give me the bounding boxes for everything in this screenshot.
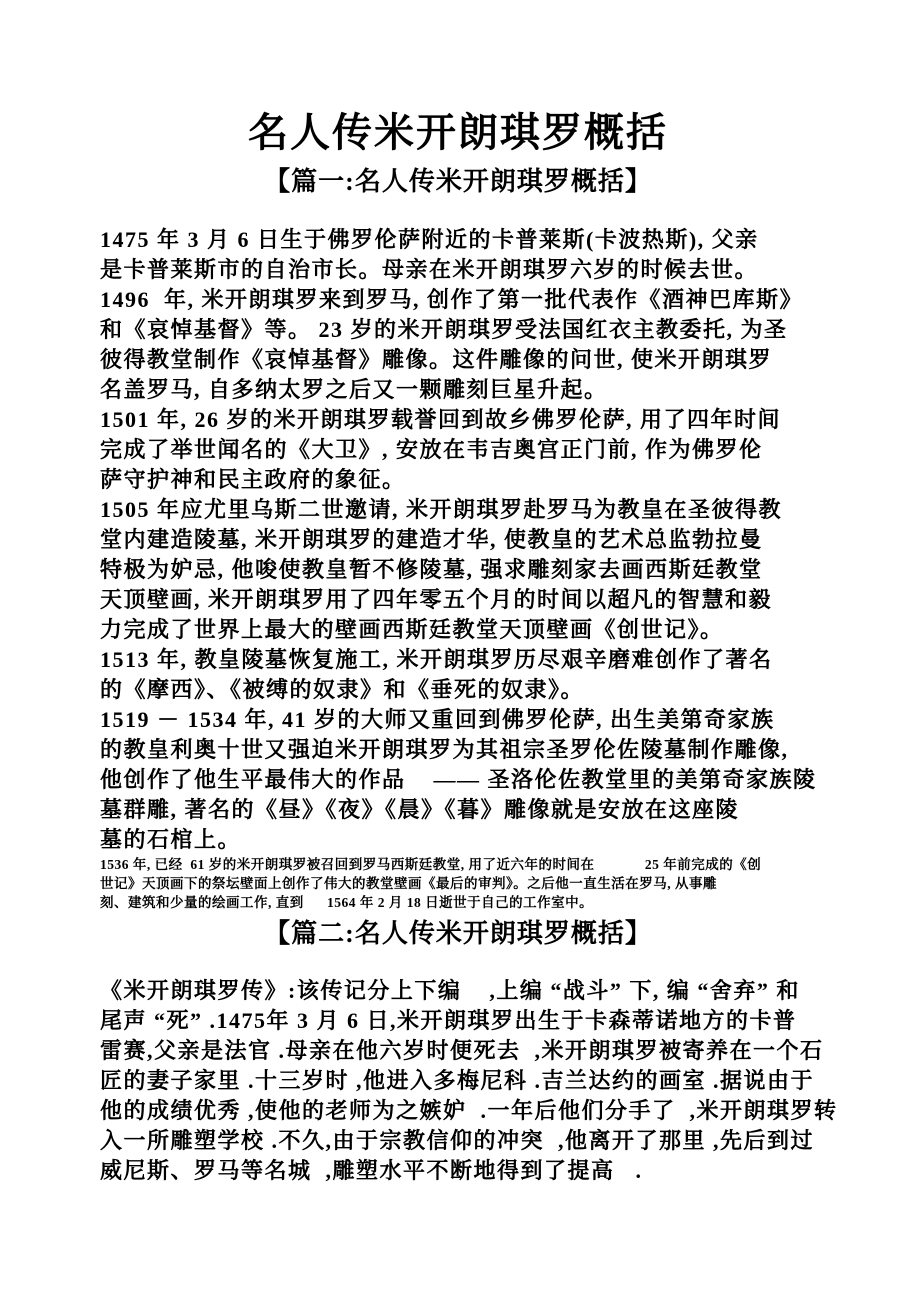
text-line: 天顶壁画, 米开朗琪罗用了四年零五个月的时间以超凡的智慧和毅 — [100, 587, 773, 612]
section2-body — [100, 976, 838, 1186]
text-line: 尾声 “死” .1475年 3 月 6 日,米开朗琪罗出生于卡森蒂诺地方的卡普 — [100, 1008, 797, 1033]
text-line: 1501 年, 26 岁的米开朗琪罗载誉回到故乡佛罗伦萨, 用了四年时间 — [100, 407, 782, 432]
text-line: 完成了举世闻名的《大卫》, 安放在韦吉奥宫正门前, 作为佛罗伦 — [100, 437, 763, 462]
section1-body — [100, 225, 816, 855]
text-line: 他的成绩优秀 ,使他的老师为之嫉妒 .一年后他们分手了 ,米开朗琪罗转 — [100, 1098, 838, 1123]
note-line: 1536 年, 已经 61 岁的米开朗琪罗被召回到罗马西斯廷教堂, 用了近六年的时间在 25 年前完成的《创 — [100, 857, 762, 872]
text-line: 1513 年, 教皇陵墓恢复施工, 米开朗琪罗历尽艰辛磨难创作了著名 — [100, 647, 773, 672]
note-line: 刻、建筑和少量的绘画工作, 直到 1564 年 2 月 18 日逝世于自己的工作室中。 — [100, 895, 594, 910]
text-line: 威尼斯、罗马等名城 ,雕塑水平不断地得到了提高 . — [100, 1158, 643, 1183]
text-line: 名盖罗马, 自多纳太罗之后又一颗雕刻巨星升起。 — [100, 377, 608, 402]
text-line: 墓群雕, 著名的《昼》《夜》《晨》《暮》雕像就是安放在这座陵 — [100, 797, 740, 822]
text-line: 1519 － 1534 年, 41 岁的大师又重回到佛罗伦萨, 出生美第奇家族 — [100, 707, 775, 732]
text-line: 《米开朗琪罗传》:该传记分上下编 ,上编 “战斗” 下, 编 “舍弃” 和 — [100, 978, 800, 1003]
text-line: 入一所雕塑学校 .不久,由于宗教信仰的冲突 ,他离开了那里 ,先后到过 — [100, 1128, 815, 1153]
text-line: 1505 年应尤里乌斯二世邀请, 米开朗琪罗赴罗马为教皇在圣彼得教 — [100, 497, 783, 522]
text-line: 堂内建造陵墓, 米开朗琪罗的建造才华, 使教皇的艺术总监勃拉曼 — [100, 527, 763, 552]
text-line: 他创作了他生平最伟大的作品 —— 圣洛伦佐教堂里的美第奇家族陵 — [100, 767, 817, 792]
text-line: 的教皇利奥十世又强迫米开朗琪罗为其祖宗圣罗伦佐陵墓制作雕像, — [100, 737, 789, 762]
text-line: 1496 年, 米开朗琪罗来到罗马, 创作了第一批代表作《酒神巴库斯》 — [100, 287, 804, 312]
section1-note — [100, 855, 816, 912]
text-line: 雷赛,父亲是法官 .母亲在他六岁时便死去 ,米开朗琪罗被寄养在一个石 — [100, 1038, 824, 1063]
text-line: 1475 年 3 月 6 日生于佛罗伦萨附近的卡普莱斯(卡波热斯), 父亲 — [100, 227, 759, 252]
text-line: 是卡普莱斯市的自治市长。母亲在米开朗琪罗六岁的时候去世。 — [100, 257, 759, 282]
text-line: 的《摩西》、《被缚的奴隶》和《垂死的奴隶》。 — [100, 677, 585, 702]
text-line: 萨守护神和民主政府的象征。 — [100, 467, 406, 492]
text-line: 彼得教堂制作《哀悼基督》雕像。这件雕像的问世, 使米开朗琪罗 — [100, 347, 773, 372]
note-line: 世记》天顶画下的祭坛壁面上创作了伟大的教堂壁画《最后的审判》。之后他一直生活在罗马, 从事雕 — [100, 876, 717, 891]
section1-heading: 【篇一:名人传米开朗琪罗概括】 — [264, 167, 652, 196]
text-line: 和《哀悼基督》等。 23 岁的米开朗琪罗受法国红衣主教委托, 为圣 — [100, 317, 788, 342]
text-line: 特极为妒忌, 他唆使教皇暂不修陵墓, 强求雕刻家去画西斯廷教堂 — [100, 557, 763, 582]
section2-heading: 【篇二:名人传米开朗琪罗概括】 — [264, 919, 652, 948]
text-line: 墓的石棺上。 — [100, 827, 242, 852]
text-line: 匠的妻子家里 .十三岁时 ,他进入多梅尼科 .吉兰达约的画室 .据说由于 — [100, 1068, 815, 1093]
page-title: 名人传米开朗琪罗概括 — [248, 110, 668, 155]
text-line: 力完成了世界上最大的壁画西斯廷教堂天顶壁画《创世记》。 — [100, 617, 724, 642]
